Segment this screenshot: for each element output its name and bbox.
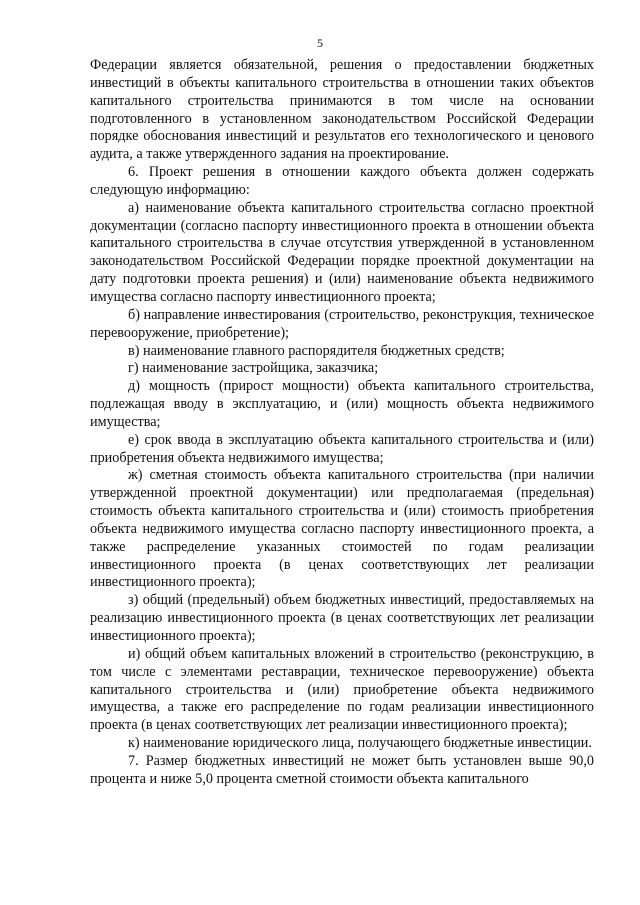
paragraph-item-7: 7. Размер бюджетных инвестиций не может быть установлен выше 90,0 процента и ниже 5,0 процента сметной стоимости объекта капитального: [90, 752, 594, 787]
subitem-v: в) наименование главного распорядителя бюджетных средств;: [128, 342, 505, 359]
paragraph-item-6: 6. Проект решения в отношении каждого объекта должен содержать следующую информацию:: [90, 164, 594, 198]
subitem-d: д) мощность (прирост мощности) объекта капитального строительства, подлежащая вводу в эксплуатацию, и (или) мощность объекта недвижимого имущества;: [90, 378, 594, 430]
subitem-g: г) наименование застройщика, заказчика;: [128, 360, 379, 377]
subitem-zh: ж) сметная стоимость объекта капитального строительства (при наличии утвержденной проектной документации) или предполагаемая (предельная) стоимость объекта капитального строительства и (или) стоимость приобретения объекта недвижимого имущества согласно паспорту инвестиционного проекта, а также распределение указанных стоимостей по годам реализации инвестиционного проекта (в ценах соответствующих лет реализации инвестиционного проекта);: [90, 467, 594, 591]
page-number: 5: [317, 36, 323, 50]
document-body: [90, 57, 594, 789]
paragraph-continuation: Федерации является обязательной, решения о предоставлении бюджетных инвестиций в объекты капитального строительства в отношении таких объектов капитального строительства принимаются в том числе на основании подготовленного в установленном законодательством Российской Федерации порядке обоснования инвестиций и результатов его технологического и ценового аудита, а также утвержденного задания на проектирование.: [90, 57, 594, 163]
subitem-i: и) общий объем капитальных вложений в строительство (реконструкцию, в том числе с элементами реставрации, техническое перевооружение) объекта капитального строительства и (или) приобретение объекта недвижимого имущества, а также его распределение по годам реализации инвестиционного проекта (в ценах соответствующих лет реализации инвестиционного проекта);: [90, 645, 594, 734]
subitem-b: б) направление инвестирования (строительство, реконструкция, техническое перевооружение, приобретение);: [90, 306, 594, 341]
subitem-e: е) срок ввода в эксплуатацию объекта капитального строительства и (или) приобретения объекта недвижимого имущества;: [90, 431, 594, 466]
subitem-z: з) общий (предельный) объем бюджетных инвестиций, предоставляемых на реализацию инвестиционного проекта (в ценах соответствующих лет реализации инвестиционного проекта);: [90, 592, 594, 644]
subitem-a: а) наименование объекта капитального строительства согласно проектной документации (согласно паспорту инвестиционного проекта в отношении объекта капитального строительства в случае отсутствия утвержденной в установленном законодательством Российской Федерации порядке проектной документации на дату подготовки проекта решения) и (или) наименование объекта недвижимого имущества согласно паспорту инвестиционного проекта;: [90, 199, 594, 305]
subitem-k: к) наименование юридического лица, получающего бюджетные инвестиции.: [128, 735, 592, 752]
